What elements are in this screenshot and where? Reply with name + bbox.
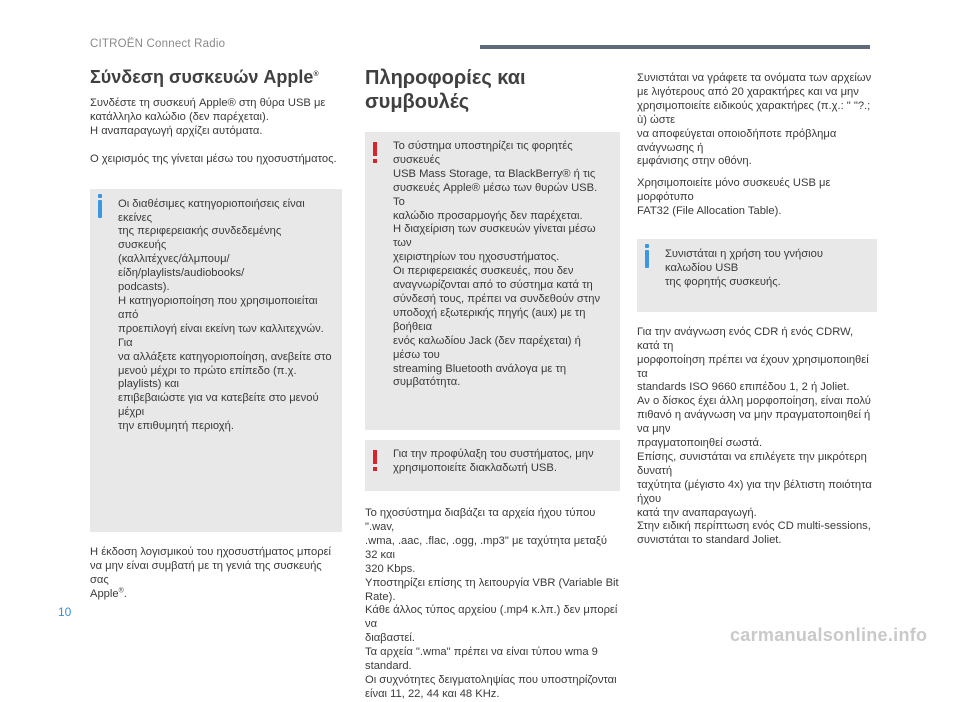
text-line: Συνδέστε τη συσκευή Apple® στη θύρα USB με [90,97,326,109]
file-names-advice [637,72,877,169]
text-line: Η κατηγοριοποίηση που χρησιμοποιείται από [118,294,318,321]
text-line: standards ISO 9660 επιπέδου 1, 2 ή Joliet. [637,381,850,394]
text-line: streaming Bluetooth ανάλογα με τη συμβατότητα. [393,362,567,389]
text-line: Οι συχνότητες δειγματοληψίας που υποστηρίζονται [365,674,617,686]
text-line: χρησιμοποιείτε ειδικούς χαρακτήρες (π.χ.: " "?.; ù) ώστε [637,99,871,126]
text-line: χρησιμοποιείτε διακλαδωτή USB. [393,462,557,475]
text-line: Συνιστάται να γράφετε τα ονόματα των αρχείων [637,72,872,84]
text-line: προεπιλογή είναι εκείνη των καλλιτεχνών. Για [118,322,324,349]
info-icon [98,200,102,218]
watermark: carmanualsonline.info [730,625,928,645]
text-line: χειριστηρίων του ηχοσυστήματος. [393,251,560,264]
text-line: της φορητής συσκευής. [665,275,781,288]
text-line: Χρησιμοποιείτε μόνο συσκευές USB με μορφότυπο [637,177,831,204]
text-line: κατάλληλο καλώδιο (δεν παρέχεται). [90,110,269,123]
software-compat-note [90,546,342,602]
text-line: Rate). [365,590,396,603]
text-line: USB Mass Storage, τα BlackBerry® ή τις [393,167,596,180]
text-line: μενού μέχρι το πρώτο επίπεδο (π.χ. playlists) και [118,364,297,391]
info-box-categories [90,189,342,532]
text-line: standard. [365,660,412,673]
text-line: αναγνωρίζονται από το σύστημα κατά τη [393,279,593,292]
text-line: Για την προφύλαξη του συστήματος, μην [393,448,594,461]
middle-column [365,66,620,702]
warning-icon [373,142,377,156]
apple-intro [90,97,342,139]
warning-box-usb-hub [365,440,620,491]
text-line: Η έκδοση λογισμικού του ηχοσυστήματος μπορεί [90,546,332,559]
text-line: 320 Kbps. [365,562,416,575]
audio-formats-text [365,507,620,702]
text-line: πραγματοποιηθεί σωστά. [637,437,763,450]
info-tips-heading: Πληροφορίες και συμβουλές [365,67,526,113]
header-rule [480,45,870,49]
text-line: Για την ανάγνωση ενός CDR ή ενός CDRW, κατά τη [637,325,854,352]
text-line: (καλλιτέχνες/άλμπουμ/είδη/playlists/audiobooks/ [118,253,245,280]
manual-header-title: CITROËN Connect Radio [90,38,226,50]
page-number: 10 [58,605,72,619]
text-line: Τα αρχεία ".wma" πρέπει να είναι τύπου wma 9 [365,646,598,659]
text-line: Στην ειδική περίπτωση ενός CD multi-sessions, [637,520,871,533]
text-line: υποδοχή εξωτερικής πηγής (aux) με τη βοήθεια [393,306,586,333]
text-line: Επίσης, συνιστάται να επιλέγετε την μικρότερη δυνατή [637,450,867,477]
text-line: Το σύστημα υποστηρίζει τις φορητές συσκευές [393,140,573,166]
text-line: με λιγότερους από 20 χαρακτήρες και να μην [637,85,859,98]
warning-box-devices [365,132,620,430]
text-line: κατά την αναπαραγωγή. [637,506,757,519]
text-line: συνιστάται το standard Joliet. [637,534,782,547]
text-line: διαβαστεί. [365,632,415,645]
text-line: Οι περιφερειακές συσκευές, που δεν [393,265,574,278]
info-box-usb-cable [637,239,877,312]
text-line: Οι διαθέσιμες κατηγοριοποιήσεις είναι εκείνες [118,197,305,224]
text-line: σύνδεσή τους, πρέπει να συνδεθούν στην [393,292,601,305]
text-line: podcasts). [118,281,170,294]
fat32-advice [637,177,877,219]
text-line: ενός καλωδίου Jack (δεν παρέχεται) ή μέσω του [393,334,581,361]
text-line: καλώδιο προσαρμογής δεν παρέχεται. [393,209,583,222]
text-line: συσκευές Apple® μέσω των θυρών USB. Το [393,181,598,208]
left-column [90,66,342,602]
sync-text: Ο χειρισμός της γίνεται μέσω του ηχοσυστήματος. [90,152,337,165]
text-line: ταχύτητα (μέγιστο 4x) για την βέλτιστη ποιότητα ήχου [637,478,872,505]
text-line: Το ηχοσύστημα διαβάζει τα αρχεία ήχου τύπου ".wav, [365,507,596,534]
text-line: Η αναπαραγωγή αρχίζει αυτόματα. [90,124,263,137]
text-line: την επιθυμητή περιοχή. [118,420,234,433]
apple-section-heading: Σύνδεση συσκευών Apple® [90,67,319,87]
text-line: Apple®. [90,587,127,600]
text-line: Συνιστάται η χρήση του γνήσιου καλωδίου USB [665,248,823,274]
cd-reading-advice [637,326,877,549]
warning-icon [373,450,377,464]
text-line: είναι 11, 22, 44 και 48 KHz. [365,687,500,700]
right-column [637,72,877,548]
text-line: να αλλάξετε κατηγοριοποίηση, ανεβείτε στο [118,350,332,363]
text-line: Υποστηρίζει επίσης τη λειτουργία VBR (Variable Bit [365,576,619,589]
text-line: Κάθε άλλος τύπος αρχείου (.mp4 κ.λπ.) δεν μπορεί να [365,604,618,631]
text-line: Αν ο δίσκος έχει άλλη μορφοποίηση, είναι πολύ [637,395,871,408]
text-line: να μην είναι συμβατή με τη γενιά της συσκευής σας [90,559,322,586]
text-line: πιθανό η ανάγνωση να μην πραγματοποιηθεί ή να μην [637,409,871,436]
text-line: να αποφεύγεται οποιοδήποτε πρόβλημα ανάγνωσης ή [637,127,837,154]
text-line: Η διαχείριση των συσκευών γίνεται μέσω των [393,223,596,250]
info-icon [645,250,649,268]
text-line: μορφοποίηση πρέπει να έχουν χρησιμοποιηθεί τα [637,353,869,380]
text-line: .wma, .aac, .flac, .ogg, .mp3" με ταχύτητα μεταξύ 32 και [365,534,608,561]
text-line: FAT32 (File Allocation Table). [637,205,782,218]
text-line: εμφάνισης στην οθόνη. [637,155,752,168]
text-line: της περιφερειακής συνδεδεμένης συσκευής [118,225,282,252]
text-line: επιβεβαιώστε για να κατεβείτε στο μενού μέχρι [118,392,319,419]
